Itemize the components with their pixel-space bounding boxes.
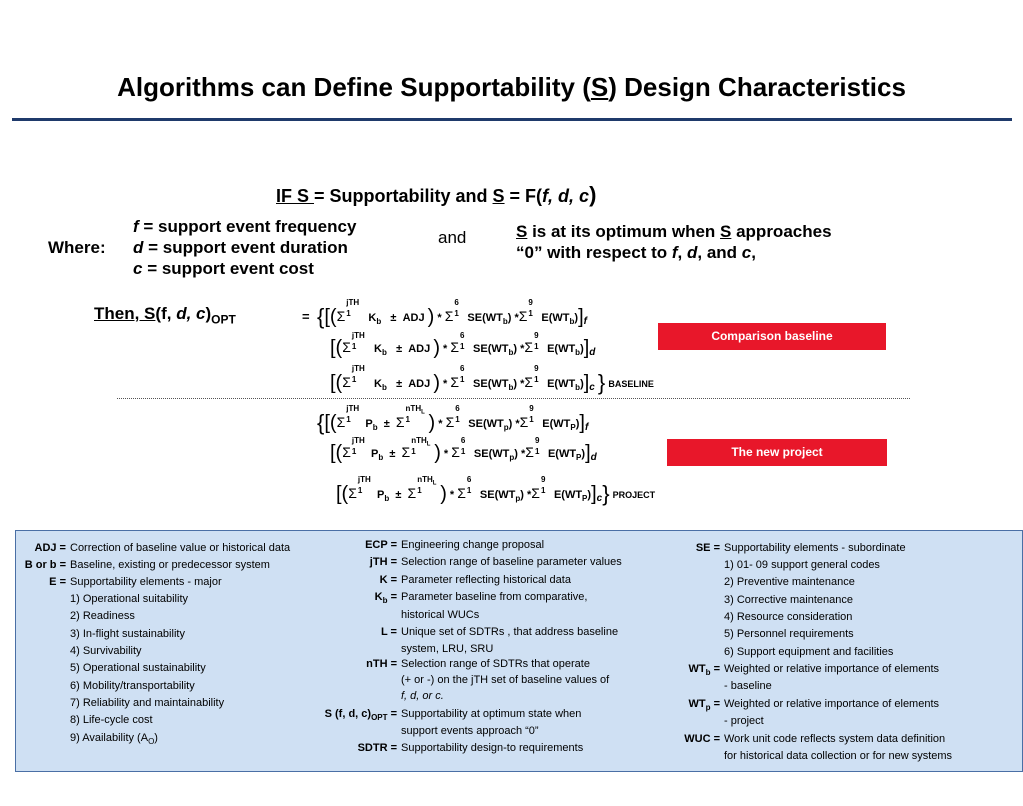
legend-item: 1) 01- 09 support general codes: [724, 559, 880, 571]
legend-item: 7) Reliability and maintainability: [70, 697, 225, 709]
formula-row-baseline-f: {[(Σ jTH 1 $K_b$ ± ADJ ) * Σ 6 1 $SE(WT_b)$ *Σ 9 1 $E(WT_b)]_f$: [317, 298, 587, 329]
optimum-statement: S is at its optimum when S approaches “0” with respect to f, d, and c,: [516, 222, 832, 262]
formula-row-baseline-c: [(Σ jTH 1 $K_b$ ± ADJ ) * Σ 6 1 $SE(WT_b)$ *Σ 9 1 $E(WT_b)]_c$ } BASELINE: [330, 364, 654, 395]
legend-item: f, d, or c.: [401, 690, 444, 702]
formula-row-project-c: [(Σ jTH 1 $P_b \pm \Sigma$ nTH$_L$ 1 ) * Σ 6 1 $SE(WT_p)$ *Σ 9 1 $E(WT_P)]_c$} PROJECT: [336, 475, 656, 506]
where-item-c: c = support event cost: [133, 259, 314, 278]
formula-row-project-f: {[(Σ jTH 1 $P_b \pm \Sigma$ nTH$_L$ 1 ) * Σ 6 1 $SE(WT_p)$ *Σ 9 1 $E(WT_P)]_f$: [317, 404, 589, 435]
legend-item: 6) Mobility/transportability: [70, 680, 195, 692]
equals-sign: =: [302, 309, 310, 324]
where-item-f: f = support event frequency: [133, 217, 357, 236]
formula-row-baseline-d: [(Σ jTH 1 $K_b$ ± ADJ ) * Σ 6 1 $SE(WT_b)$ *Σ 9 1 $E(WT_b)]_d$: [330, 331, 596, 359]
new-project-box: The new project: [667, 439, 887, 466]
legend-item: for historical data collection or for new systems: [724, 750, 953, 762]
legend-item: historical WUCs: [401, 609, 480, 621]
legend-item: - project: [724, 715, 764, 727]
legend-item: 3) Corrective maintenance: [724, 594, 854, 606]
legend-item: support events approach “0”: [401, 725, 539, 737]
formula-row-project-d: [(Σ jTH 1 $P_b \pm \Sigma$ nTH$_L$ 1 ) * Σ 6 1 $SE(WT_p)$ *Σ 9 1 $E(WT_P)]_d$: [330, 436, 597, 464]
comparison-baseline-box: Comparison baseline: [658, 323, 886, 350]
legend-item: 5) Personnel requirements: [724, 628, 854, 640]
legend-item: 5) Operational sustainability: [70, 662, 206, 674]
legend-item: 1) Operational suitability: [70, 593, 189, 605]
title-divider: [12, 118, 1012, 121]
if-s-definition: IF S = Supportability and S = F(f, d, c): [276, 182, 597, 207]
legend-item: 9) Availability $(A_O)$: [70, 732, 158, 747]
legend-item: 6) Support equipment and facilities: [724, 646, 894, 658]
and-label: and: [438, 228, 467, 247]
legend-item: 4) Resource consideration: [724, 611, 853, 623]
legend-item: system, LRU, SRU: [401, 643, 494, 655]
page-title: Algorithms can Define Supportability (S) Design Characteristics: [117, 72, 906, 102]
where-item-d: d = support event duration: [133, 238, 348, 257]
legend-item: 8) Life-cycle cost: [70, 714, 153, 726]
section-divider: [117, 398, 910, 399]
where-list: [133, 216, 356, 279]
legend-item: 2) Preventive maintenance: [724, 576, 855, 588]
then-s-opt: Then, S(f, d, $c)_{OPT}$: [94, 304, 236, 327]
legend-item: 4) Survivability: [70, 645, 142, 657]
legend-item: 2) Readiness: [70, 610, 135, 622]
legend-item: (+ or -) on the jTH set of baseline values of: [401, 674, 610, 686]
legend-item: - baseline: [724, 680, 772, 692]
legend-item: 3) In-flight sustainability: [70, 628, 185, 640]
where-label: Where:: [48, 238, 106, 257]
